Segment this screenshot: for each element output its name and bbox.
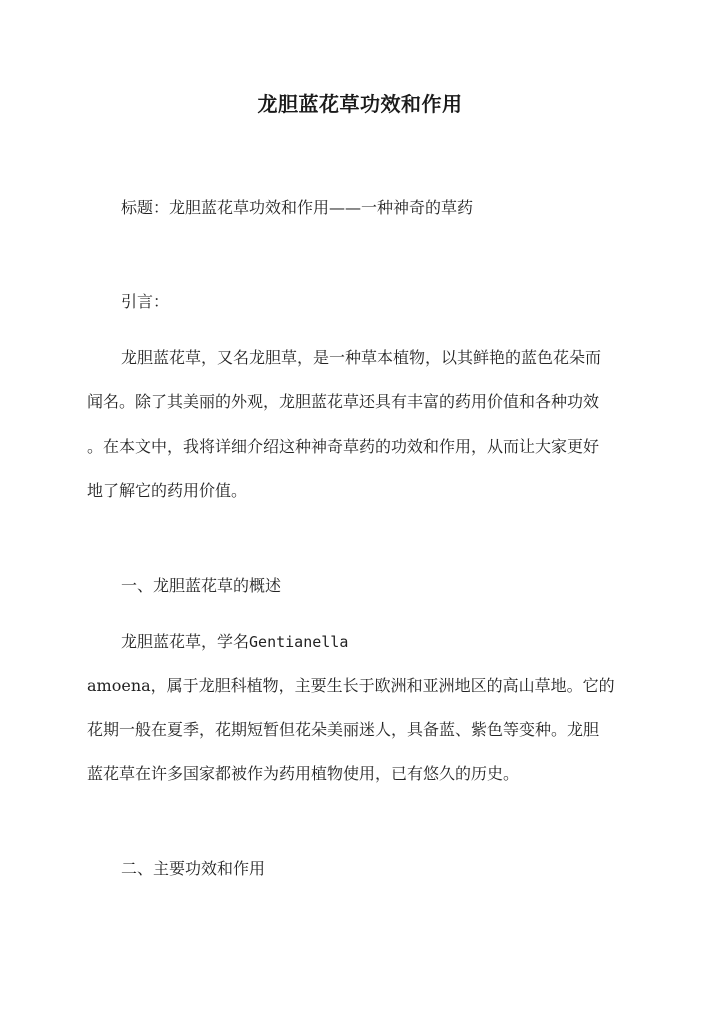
section1-first-line (121, 632, 348, 652)
section1-lead: 龙胆蓝花草，学名 (121, 632, 250, 651)
document-subtitle: 标题：龙胆蓝花草功效和作用——一种神奇的草药 (121, 198, 474, 217)
intro-paragraph-line: 地了解它的药用价值。 (87, 481, 248, 500)
intro-paragraph-line: 龙胆蓝花草，又名龙胆草，是一种草本植物，以其鲜艳的蓝色花朵而 (121, 348, 602, 367)
intro-heading: 引言： (121, 292, 170, 311)
section1-paragraph-line: 花期一般在夏季，花期短暂但花朵美丽迷人，具备蓝、紫色等变种。龙胆 (87, 720, 600, 739)
intro-paragraph-line: 闻名。除了其美丽的外观，龙胆蓝花草还具有丰富的药用价值和各种功效 (87, 392, 600, 411)
document-title: 龙胆蓝花草功效和作用 (257, 92, 463, 116)
section1-latin-name: Gentianella (249, 633, 349, 651)
section1-paragraph-line: 蓝花草在许多国家都被作为药用植物使用，已有悠久的历史。 (87, 764, 520, 783)
section1-paragraph-line: amoena，属于龙胆科植物，主要生长于欧洲和亚洲地区的高山草地。它的 (87, 676, 615, 695)
section2-heading: 二、主要功效和作用 (121, 859, 266, 878)
intro-paragraph-line: 。在本文中，我将详细介绍这种神奇草药的功效和作用，从而让大家更好 (87, 437, 600, 456)
section1-heading: 一、龙胆蓝花草的概述 (121, 576, 282, 595)
